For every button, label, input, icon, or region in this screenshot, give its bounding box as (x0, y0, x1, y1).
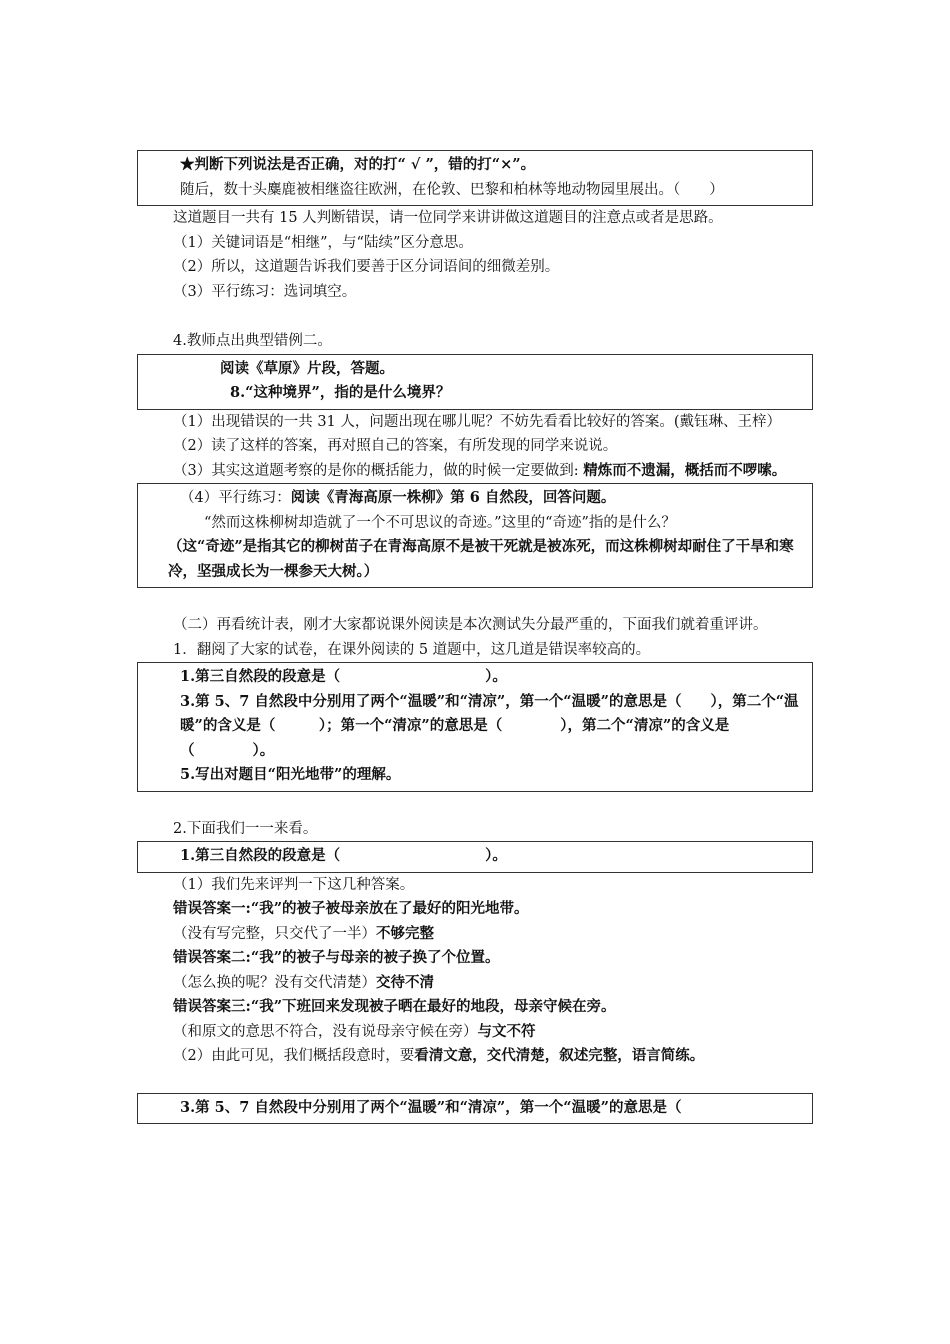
paragraph-emphasis: 精炼而不遗漏，概括而不啰嗦。 (583, 461, 787, 479)
paragraph (137, 1044, 813, 1069)
wrong-answer-2: 错误答案二:“我”的被子与母亲的被子换了个位置。 (173, 949, 500, 966)
section-heading: 4.教师点出典型错例二。 (173, 333, 332, 349)
paragraph: （3）平行练习：选词填空。 (173, 283, 357, 300)
paragraph-emphasis: 看清文意，交代清楚，叙述完整，语言简练。 (414, 1047, 705, 1064)
note-text: （怎么换的呢？没有交代清楚） (173, 974, 376, 991)
note-verdict: 交待不清 (376, 973, 434, 991)
judgement-instruction: ★判断下列说法是否正确，对的打“ √ ”，错的打“×”。 (180, 156, 536, 173)
reading-questions-box (137, 662, 813, 792)
practice-task: 阅读《青海高原一株柳》第 6 自然段，回答问题。 (290, 489, 616, 506)
question-3: 3.第 5、7 自然段中分别用了两个“温暖”和“清凉”，第一个“温暖”的意思是（ (180, 1098, 682, 1116)
practice-label: （4）平行练习： (180, 490, 291, 506)
wrong-answer-3: 错误答案三:“我”下班回来发现被子晒在最好的地段，母亲守候在旁。 (173, 998, 616, 1015)
note-verdict: 不够完整 (376, 924, 434, 942)
paragraph-text: （3）其实这道题考察的是你的概括能力，做的时候一定要做到: (173, 462, 584, 479)
question-line: 阅读《草原》片段，答题。 (220, 359, 394, 377)
document-page (137, 150, 813, 1124)
paragraph: 1．翻阅了大家的试卷，在课外阅读的 5 道题中，这几道是错误率较高的。 (173, 641, 651, 658)
judgement-question-box (137, 150, 813, 206)
paragraph (137, 459, 813, 484)
wrong-answer-1: 错误答案一:“我”的被子被母亲放在了最好的阳光地带。 (173, 900, 529, 917)
paragraph: （2）读了这样的答案，再对照自己的答案，有所发现的同学来说说。 (173, 438, 618, 454)
note-text: （没有写完整，只交代了一半） (173, 925, 376, 942)
note-text: （和原文的意思不符合，没有说母亲守候在旁） (173, 1023, 478, 1040)
question-box (137, 841, 813, 873)
question-box (137, 1093, 813, 1125)
practice-answer: （这“奇迹”是指其它的柳树苗子在青海高原不是被干死就是被冻死，而这株柳树却耐住了干旱和寒冷，坚强成长为一棵参天大树。） (168, 538, 794, 580)
question-1: 1.第三自然段的段意是（ ）。 (180, 668, 507, 685)
paragraph: （二）再看统计表，刚才大家都说课外阅读是本次测试失分最严重的，下面我们就着重评讲。 (173, 617, 768, 633)
question-3: 3.第 5、7 自然段中分别用了两个“温暖”和“清凉”，第一个“温暖”的意思是（ ），第二个“温暖”的含义是（ ）；第一个“清凉”的意思是（ ），第二个“清凉”的含义是（ ）。 (180, 692, 799, 759)
paragraph: （1）我们先来评判一下这几种答案。 (173, 876, 415, 893)
wrong-answer-note (137, 971, 813, 996)
question-1: 1.第三自然段的段意是（ ）。 (180, 847, 507, 864)
judgement-sentence: 随后，数十头麋鹿被相继盗往欧洲，在伦敦、巴黎和柏林等地动物园里展出。（ ） (180, 181, 724, 198)
paragraph: 这道题目一共有 15 人判断错误，请一位同学来讲讲做这道题目的注意点或者是思路。 (173, 210, 723, 226)
paragraph: （2）所以，这道题告诉我们要善于区分词语间的细微差别。 (173, 259, 560, 275)
paragraph-text: （2）由此可见，我们概括段意时，要 (173, 1048, 415, 1064)
question-box (137, 354, 813, 410)
section-heading: 2.下面我们一一来看。 (173, 820, 318, 837)
practice-box (137, 483, 813, 588)
practice-question: “然而这株柳树却造就了一个不可思议的奇迹。”这里的“奇迹”指的是什么？ (204, 514, 676, 531)
question-line: 8.“这种境界”，指的是什么境界？ (230, 384, 451, 401)
paragraph: （1）出现错误的一共 31 人，问题出现在哪儿呢？不妨先看看比较好的答案。(戴钰琳、王梓） (173, 413, 782, 430)
practice-instruction (144, 486, 806, 511)
wrong-answer-note (137, 1020, 813, 1045)
note-verdict: 与文不符 (477, 1022, 536, 1040)
wrong-answer-note (137, 922, 813, 947)
paragraph: （1）关键词语是“相继”，与“陆续”区分意思。 (173, 234, 473, 251)
question-5: 5.写出对题目“阳光地带”的理解。 (180, 766, 401, 783)
